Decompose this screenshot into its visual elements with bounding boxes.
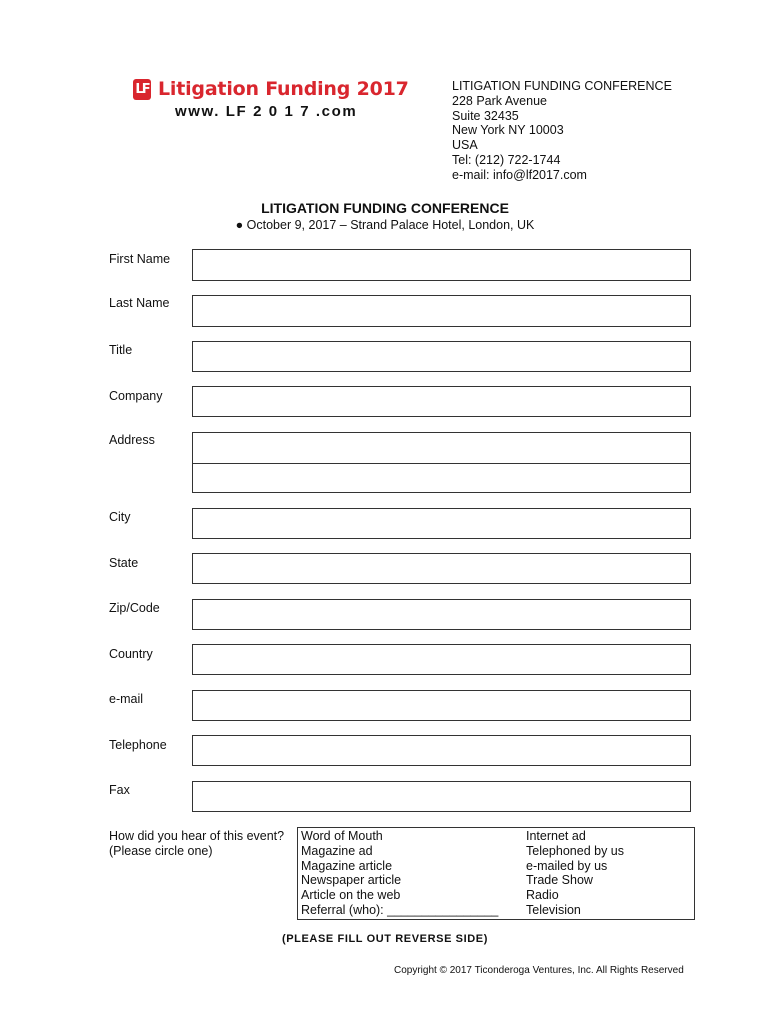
fax-field[interactable] (192, 781, 691, 812)
address-line-tel: Tel: (212) 722-1744 (452, 152, 561, 167)
email-label: e-mail (109, 692, 144, 706)
option-word-of-mouth[interactable]: Word of Mouth (301, 829, 383, 843)
state-field[interactable] (192, 553, 691, 584)
option-referral[interactable]: Referral (who): ________________ (301, 902, 499, 917)
first-name-label: First Name (109, 252, 171, 266)
option-magazine-ad[interactable]: Magazine ad (301, 843, 373, 858)
address-line-email: e-mail: info@lf2017.com (452, 167, 587, 182)
email-field[interactable] (192, 690, 691, 721)
telephone-field[interactable] (192, 735, 691, 766)
first-name-field[interactable] (192, 249, 691, 281)
title-field[interactable] (192, 341, 691, 372)
option-television[interactable]: Television (526, 902, 581, 917)
hear-about-options-left (301, 829, 498, 918)
logo-mark-text: LF (135, 81, 149, 97)
option-telephoned[interactable]: Telephoned by us (526, 843, 624, 858)
option-magazine-article[interactable]: Magazine article (301, 858, 393, 873)
logo (133, 76, 409, 102)
city-field[interactable] (192, 508, 691, 539)
address-line-street: 228 Park Avenue (452, 93, 547, 108)
hear-about-question: How did you hear of this event? (109, 829, 285, 843)
address-line-country: USA (452, 138, 478, 153)
copyright-notice: Copyright © 2017 Ticonderoga Ventures, Inc. All Rights Reserved (394, 965, 684, 976)
option-internet-ad[interactable]: Internet ad (526, 829, 586, 843)
address-field[interactable] (192, 432, 691, 493)
zip-field[interactable] (192, 599, 691, 630)
organizer-address (452, 79, 672, 183)
city-label: City (109, 510, 131, 524)
option-newspaper-article[interactable]: Newspaper article (301, 873, 402, 888)
last-name-label: Last Name (109, 296, 170, 310)
telephone-label: Telephone (109, 738, 167, 752)
address-label: Address (109, 433, 155, 447)
last-name-field[interactable] (192, 295, 691, 327)
option-article-on-web[interactable]: Article on the web (301, 888, 401, 903)
option-emailed[interactable]: e-mailed by us (526, 858, 608, 873)
option-trade-show[interactable]: Trade Show (526, 873, 593, 888)
address-line-org: LITIGATION FUNDING CONFERENCE (452, 79, 672, 93)
reverse-side-note: (PLEASE FILL OUT REVERSE SIDE) (281, 933, 489, 945)
logo-text: Litigation Funding 2017 (158, 78, 409, 100)
zip-label: Zip/Code (109, 601, 160, 615)
company-field[interactable] (192, 386, 691, 417)
logo-mark-icon (133, 79, 151, 100)
option-radio[interactable]: Radio (526, 888, 559, 903)
hear-about-instruction: (Please circle one) (109, 844, 213, 858)
website-url: www. LF 2 0 1 7 .com (175, 103, 358, 120)
page-title: LITIGATION FUNDING CONFERENCE (261, 200, 509, 216)
address-line-suite: Suite 32435 (452, 108, 519, 123)
country-field[interactable] (192, 644, 691, 675)
fax-label: Fax (109, 783, 130, 797)
hear-about-options-right (526, 829, 624, 918)
company-label: Company (109, 389, 163, 403)
address-line-city: New York NY 10003 (452, 123, 564, 138)
address-line-divider (193, 463, 690, 464)
hear-about-label (109, 829, 284, 859)
country-label: Country (109, 647, 153, 661)
event-details: ● October 9, 2017 – Strand Palace Hotel, London, UK (235, 218, 535, 232)
title-label: Title (109, 343, 133, 357)
state-label: State (109, 556, 139, 570)
